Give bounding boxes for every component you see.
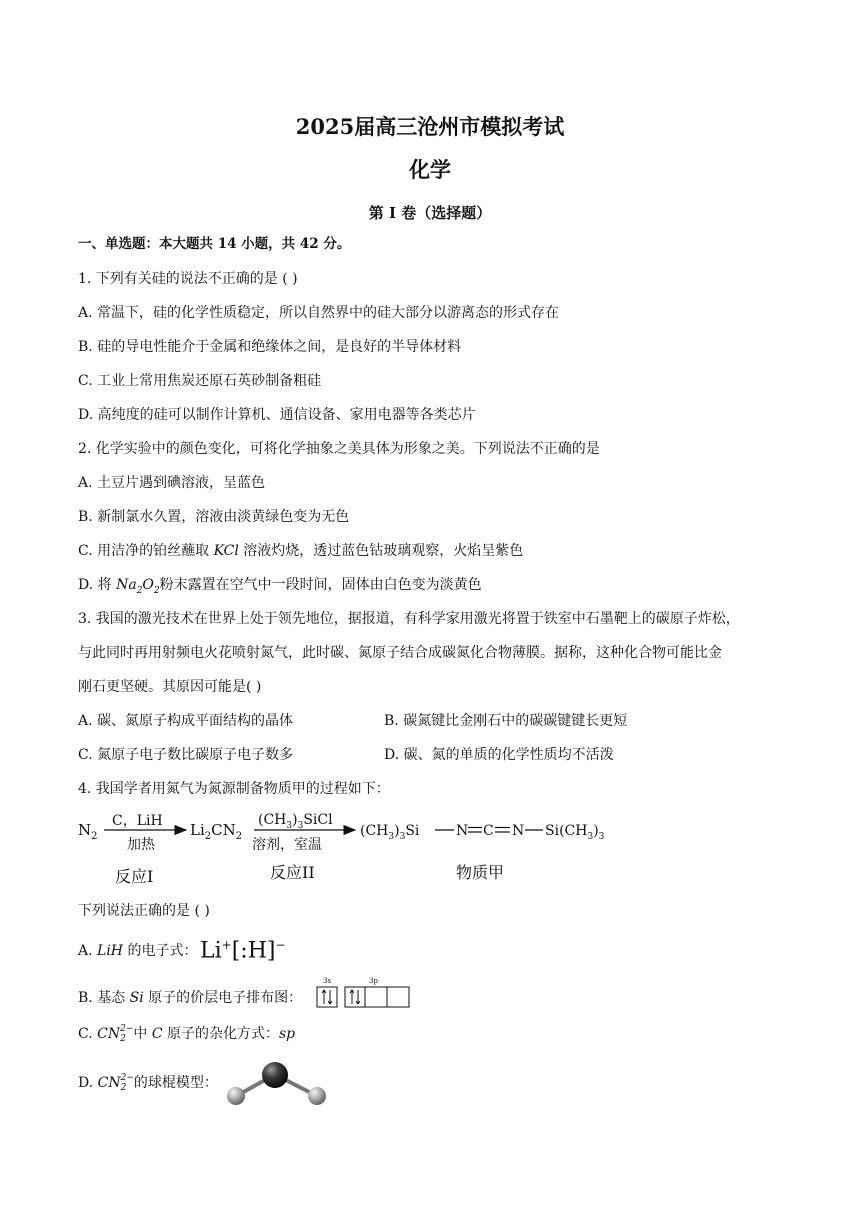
exam-title: 2025届高三沧州市模拟考试 (295, 114, 565, 139)
q4-a-formula: LiH (97, 943, 123, 959)
scheme-r1-bottom: 加热 (127, 837, 155, 853)
scheme-product-left: $(CH_3)_3Si$ (360, 823, 420, 842)
q2-d-formula-sub1: 2 (136, 585, 143, 596)
q3-option-b: B. 碳氮键比金刚石中的碳碳键键长更短 (384, 713, 628, 729)
lih-h: [:H] (231, 938, 276, 964)
q3-stem-line1: 3. 我国的激光技术在世界上处于领先地位，据报道，有科学家用激光将置于铁室中石墨靶上的碳原子炸松， (78, 611, 740, 627)
lih-plus: + (221, 938, 232, 952)
scheme-label-reaction1: 反应I (115, 867, 154, 886)
q3-option-c: C. 氮原子电子数比碳原子电子数多 (78, 747, 294, 763)
q2-option-d (78, 575, 482, 601)
orbital-3p-arrows (350, 990, 360, 1004)
q1-stem: 1. 下列有关硅的说法不正确的是 ( ) (78, 271, 298, 287)
q2-option-a: A. 土豆片遇到碘溶液，呈蓝色 (78, 475, 266, 491)
q4-a-pre: A. (78, 943, 98, 959)
scheme-n2: $N_2$ (78, 821, 98, 842)
q4-option-a (78, 941, 197, 961)
q4-b-pre: B. 基态 (78, 990, 130, 1006)
q4-reaction-scheme (70, 805, 630, 890)
q3-option-a: A. 碳、氮原子构成平面结构的晶体 (78, 713, 294, 729)
orbital-3p-box-2 (365, 987, 387, 1007)
q2-option-b: B. 新制氯水久置，溶液由淡黄绿色变为无色 (78, 509, 350, 525)
scheme-intermediate: $Li_2CN_2$ (190, 821, 243, 842)
scheme-product-n1: N (456, 823, 469, 839)
q4-d-post: 的球棍模型： (133, 1075, 218, 1091)
atom-right (308, 1087, 326, 1105)
q4-b-formula: Si (129, 990, 144, 1006)
section-title: 第 I 卷（选择题） (368, 204, 492, 222)
q3-option-d: D. 碳、氮的单质的化学性质均不活泼 (384, 747, 614, 763)
q2-stem: 2. 化学实验中的颜色变化，可将化学抽象之美具体为形象之美。下列说法不正确的是 (78, 441, 600, 457)
lih-li: Li (200, 938, 222, 964)
ball-and-stick-model (222, 1058, 334, 1108)
q1-option-a: A. 常温下，硅的化学性质稳定，所以自然界中的硅大部分以游离态的形式存在 (78, 305, 560, 321)
scheme-label-reaction2: 反应II (270, 863, 315, 882)
q4-c-sub: 2 (120, 1034, 126, 1044)
scheme-product-c: C (483, 823, 494, 839)
q4-c-pre: C. (78, 1026, 98, 1042)
q4-stem: 4. 我国学者用氮气为氮源制备物质甲的过程如下： (78, 781, 390, 797)
q4-b-post: 原子的价层电子排布图： (143, 990, 303, 1006)
orbital-label-3s: 3s (323, 977, 332, 985)
q1-option-d: D. 高纯度的硅可以制作计算机、通信设备、家用电器等各类芯片 (78, 407, 476, 423)
q3-stem-line2: 与此同时再用射频电火花喷射氮气，此时碳、氮原子结合成碳氮化合物薄膜。据称，这种化合物可能比金 (78, 645, 722, 661)
q4-d-formula-base: CN (97, 1075, 121, 1091)
lih-minus: − (275, 938, 286, 952)
atom-left (227, 1087, 245, 1105)
q4-c-sup: 2− (120, 1024, 134, 1034)
q4-c-atom: C (151, 1026, 163, 1042)
q1-option-b: B. 硅的导电性能介于金属和绝缘体之间，是良好的半导体材料 (78, 339, 462, 355)
scheme-r2-top: $(CH_3)_3SiCl$ (258, 812, 333, 831)
q4-c-mid: 中 (133, 1026, 152, 1042)
orbital-diagram (314, 974, 414, 1010)
orbital-3s-arrows (322, 990, 332, 1004)
orbital-3p-box-1 (345, 987, 365, 1007)
atom-center (262, 1062, 288, 1088)
q3-stem-line3: 刚石更坚硬。其原因可能是( ) (78, 679, 262, 695)
scheme-product-n2: N (512, 823, 525, 839)
q4-a-post: 的电子式： (123, 943, 198, 959)
q4-c-post: 原子的杂化方式： (162, 1026, 279, 1042)
scheme-r1-top: C，LiH (112, 813, 163, 829)
q4-question: 下列说法正确的是 ( ) (78, 903, 210, 919)
subject-title: 化学 (409, 157, 451, 182)
q2-d-formula (116, 577, 160, 596)
q2-d-pre: D. 将 (78, 577, 117, 593)
orbital-3p-box-3 (387, 987, 409, 1007)
q4-option-d (78, 1073, 218, 1093)
q4-option-b (78, 988, 302, 1008)
q2-c-formula: KCl (213, 543, 239, 559)
q4-option-c (78, 1024, 295, 1044)
scheme-r2-bottom: 溶剂，室温 (252, 837, 322, 853)
q2-d-formula-mid: O (142, 577, 154, 593)
q4-d-sub: 2 (120, 1083, 127, 1093)
q4-c-answer: sp (279, 1026, 296, 1042)
q2-d-post: 粉末露置在空气中一段时间，固体由白色变为淡黄色 (159, 577, 482, 593)
q2-c-pre: C. 用洁净的铂丝蘸取 (78, 543, 214, 559)
q4-c-formula (97, 1026, 133, 1042)
orbital-label-3p: 3p (369, 977, 378, 985)
q2-d-formula-base: Na (116, 577, 137, 593)
q2-option-c (78, 541, 523, 561)
q4-d-formula (98, 1075, 134, 1091)
orbital-3s-box (317, 987, 337, 1007)
q4-d-pre: D. (78, 1075, 98, 1091)
q4-d-sup: 2− (120, 1073, 134, 1083)
q2-d-formula-sub2: 2 (153, 585, 160, 596)
part-heading: 一、单选题：本大题共 14 小题，共 42 分。 (78, 236, 351, 252)
scheme-label-product: 物质甲 (456, 863, 505, 882)
scheme-product-right: $Si(CH_3)_3$ (545, 823, 605, 842)
q4-c-formula-base: CN (97, 1026, 121, 1042)
q1-option-c: C. 工业上常用焦炭还原石英砂制备粗硅 (78, 373, 322, 389)
lih-electron-formula (200, 930, 286, 966)
q2-c-post: 溶液灼烧，透过蓝色钴玻璃观察，火焰呈紫色 (238, 543, 524, 559)
